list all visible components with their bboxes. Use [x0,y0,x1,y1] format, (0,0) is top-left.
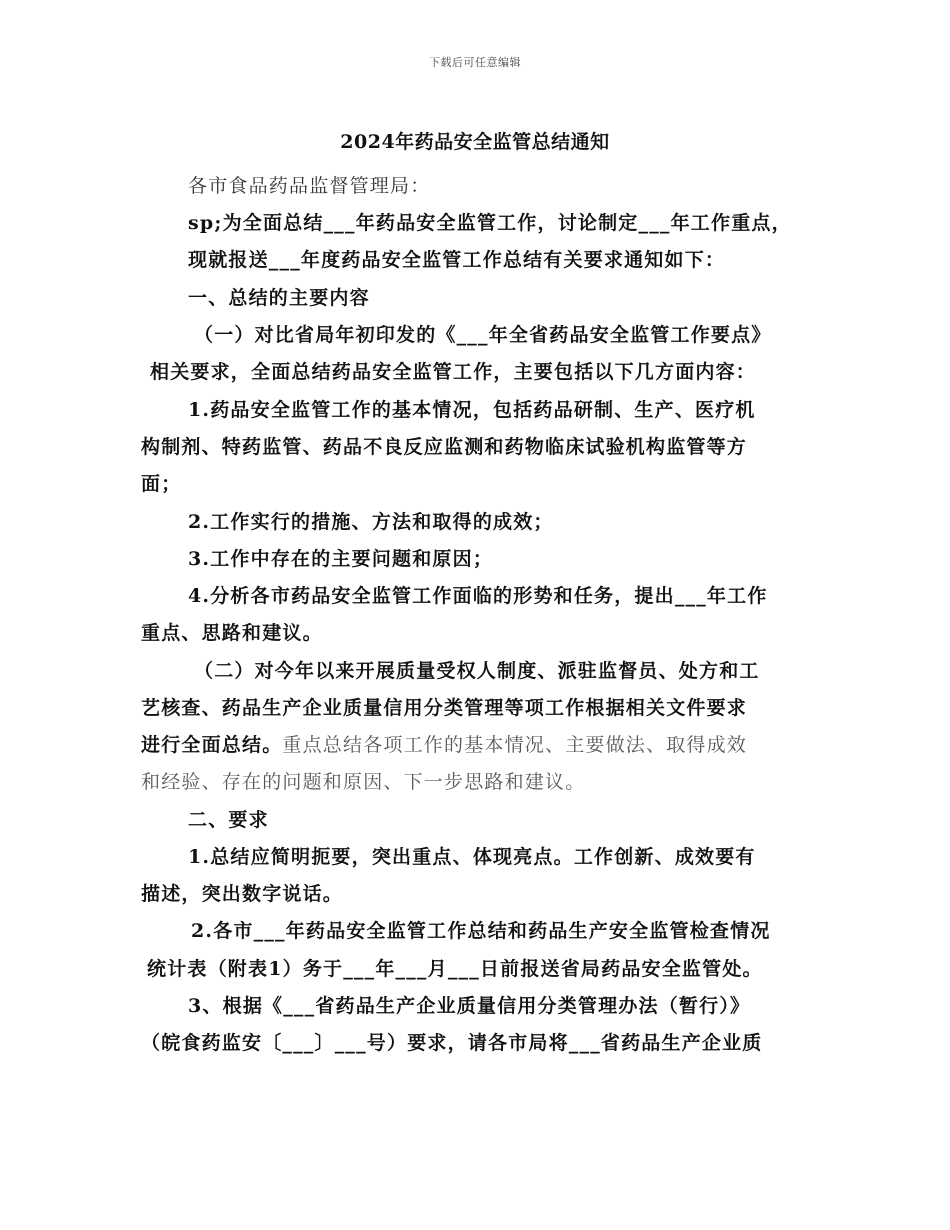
item1-line-2: 构制剂、特药监管、药品不良反应监测和药物临床试验机构监管等方 [141,436,748,458]
part2-line-3-rest: 重点总结各项工作的基本情况、主要做法、取得成效 [282,734,748,756]
part1-line-1: （一）对比省局年初印发的《___年全省药品安全监管工作要点》 [194,324,772,346]
item1-line-3: 面； [141,473,182,495]
intro-line-1: sp;为全面总结___年药品安全监管工作，讨论制定___年工作重点， [188,212,792,234]
req1-line-2: 描述，突出数字说话。 [141,883,344,905]
part2-line-2: 艺核查、药品生产企业质量信用分类管理等项工作根据相关文件要求 [141,697,748,719]
section1-heading: 一、总结的主要内容 [188,287,370,309]
salutation: 各市食品药品监督管理局： [188,175,431,197]
part2-line-3 [141,736,747,755]
document-title: 2024年药品安全监管总结通知 [340,131,610,153]
item4-line-2: 重点、思路和建议。 [141,622,323,644]
req2-line-2: 统计表（附表1）务于___年___月___日前报送省局药品安全监管处。 [147,958,763,980]
section2-heading: 二、要求 [188,809,269,831]
req3-line-1: 3、根据《___省药品生产企业质量信用分类管理办法（暂行）》 [188,995,751,1017]
item2: 2.工作实行的措施、方法和取得的成效； [188,511,554,533]
part2-line-4: 和经验、存在的问题和原因、下一步思路和建议。 [141,771,586,793]
part1-line-2: 相关要求，全面总结药品安全监管工作，主要包括以下几方面内容： [150,361,757,383]
intro-line-2: 现就报送___年度药品安全监管工作总结有关要求通知如下： [188,249,726,271]
item3: 3.工作中存在的主要问题和原因； [188,548,494,570]
item1-line-1: 1.药品安全监管工作的基本情况，包括药品研制、生产、医疗机 [188,399,756,421]
item4-line-1: 4.分析各市药品安全监管工作面临的形势和任务，提出___年工作 [188,585,768,607]
req1-line-1: 1.总结应简明扼要，突出重点、体现亮点。工作创新、成效要有 [188,846,756,868]
part2-line-1: （二）对今年以来开展质量受权人制度、派驻监督员、处方和工 [194,660,760,682]
part2-line-3-bold: 进行全面总结。 [141,734,283,756]
req2-line-1: 2.各市___年药品安全监管工作总结和药品生产安全监管检查情况 [191,920,771,942]
req3-line-2: （皖食药监安〔___〕___号）要求，请各市局将___省药品生产企业质 [141,1032,763,1054]
page-header-note: 下载后可任意编辑 [429,56,521,69]
